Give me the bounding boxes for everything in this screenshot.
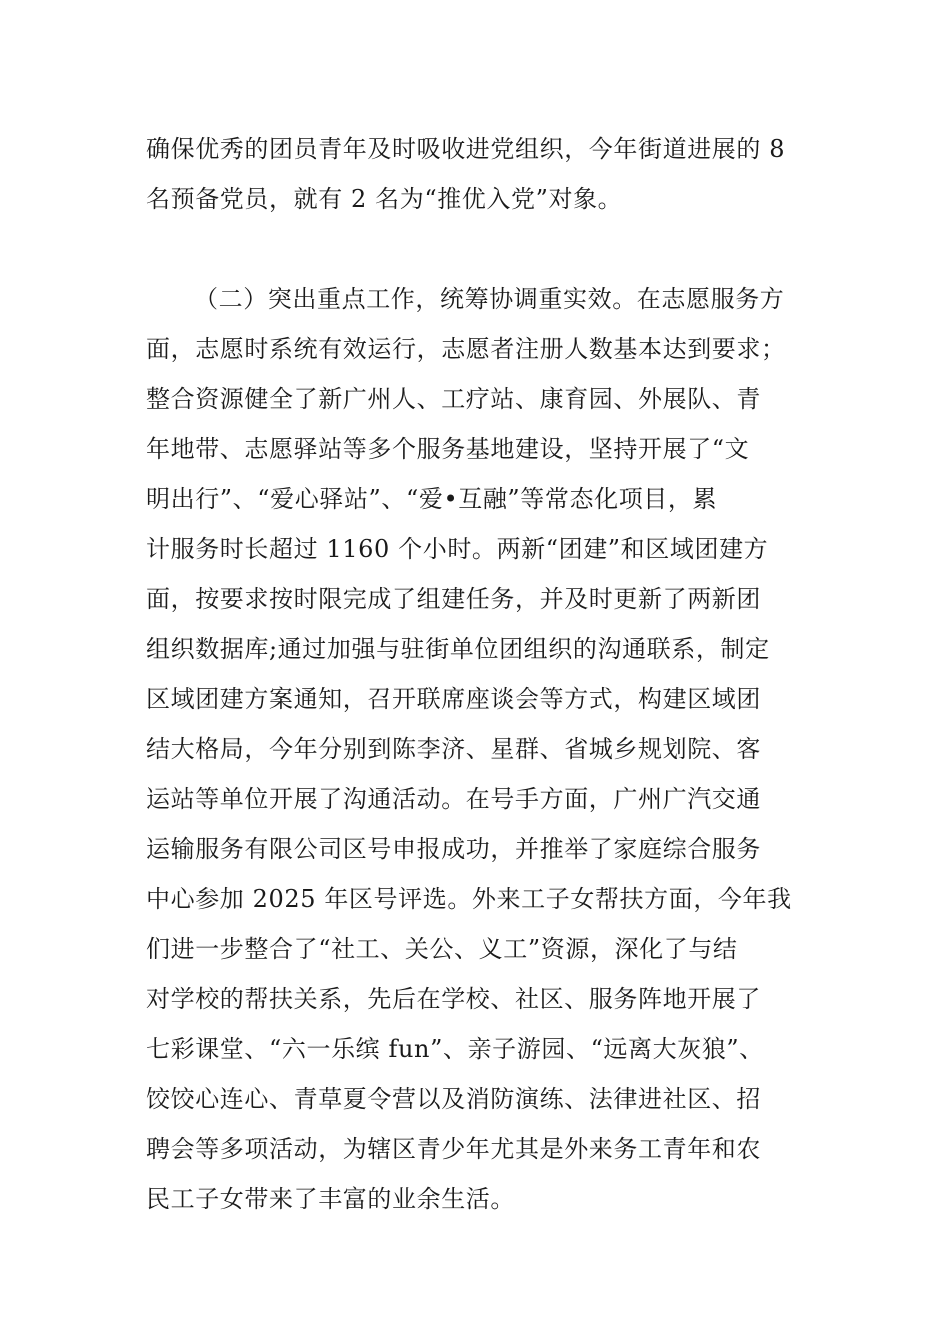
paragraph-2-line-16: 七彩课堂、“六一乐缤 fun”、亲子游园、“远离大灰狼”、	[146, 1035, 764, 1063]
paragraph-2-line-8: 组织数据库;通过加强与驻街单位团组织的沟通联系，制定	[146, 635, 770, 663]
paragraph-2-line-18: 聘会等多项活动，为辖区青少年尤其是外来务工青年和农	[146, 1135, 761, 1163]
paragraph-2-line-10: 结大格局，今年分别到陈李济、星群、省城乡规划院、客	[146, 735, 761, 763]
paragraph-2-line-15: 对学校的帮扶关系，先后在学校、社区、服务阵地开展了	[146, 985, 761, 1013]
paragraph-2-line-2: 面，志愿时系统有效运行，志愿者注册人数基本达到要求；	[146, 335, 786, 363]
paragraph-2-line-6: 计服务时长超过 1160 个小时。两新“团建”和区域团建方	[146, 535, 769, 563]
paragraph-2-line-3: 整合资源健全了新广州人、工疗站、康育园、外展队、青	[146, 385, 761, 413]
paragraph-2-line-9: 区域团建方案通知，召开联席座谈会等方式，构建区域团	[146, 685, 761, 713]
paragraph-1-line-2: 名预备党员，就有 2 名为“推优入党”对象。	[146, 185, 623, 213]
paragraph-1-line-1: 确保优秀的团员青年及时吸收进党组织，今年街道进展的 8	[146, 135, 786, 163]
paragraph-2-line-4: 年地带、志愿驿站等多个服务基地建设，坚持开展了“文	[146, 435, 750, 463]
paragraph-2-line-12: 运输服务有限公司区号申报成功，并推举了家庭综合服务	[146, 835, 761, 863]
paragraph-2-line-1: （二）突出重点工作，统筹协调重实效。在志愿服务方	[194, 285, 785, 313]
paragraph-2-line-5: 明出行”、“爱心驿站”、“爱•互融”等常态化项目，累	[146, 485, 718, 513]
paragraph-2-line-14: 们进一步整合了“社工、关公、义工”资源，深化了与结	[146, 935, 738, 963]
paragraph-2-line-11: 运站等单位开展了沟通活动。在号手方面，广州广汽交通	[146, 785, 761, 813]
paragraph-2-line-17: 饺饺心连心、青草夏令营以及消防演练、法律进社区、招	[146, 1085, 761, 1113]
paragraph-2-line-7: 面，按要求按时限完成了组建任务，并及时更新了两新团	[146, 585, 761, 613]
paragraph-2-line-13: 中心参加 2025 年区号评选。外来工子女帮扶方面，今年我	[146, 885, 792, 913]
paragraph-2-line-19: 民工子女带来了丰富的业余生活。	[146, 1185, 515, 1213]
